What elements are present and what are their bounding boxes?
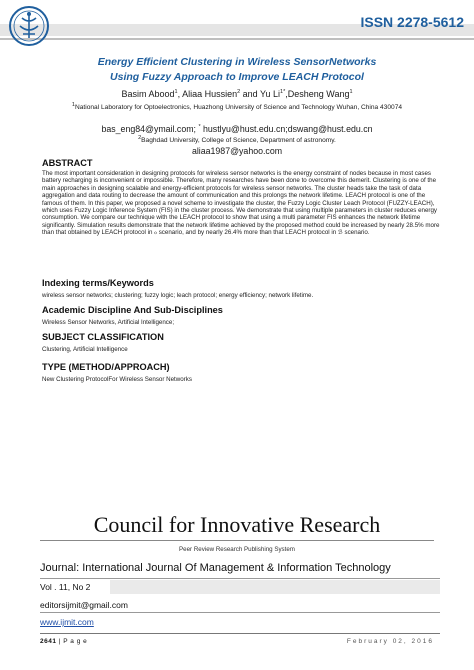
header-line xyxy=(0,38,474,40)
keywords-heading: Indexing terms/Keywords xyxy=(42,278,154,288)
divider xyxy=(40,540,434,541)
email-link[interactable]: bas_eng84@ymail.com; xyxy=(101,124,199,134)
editor-email[interactable]: editorsijmit@gmail.com xyxy=(40,600,128,610)
author-4: ,Desheng Wang xyxy=(285,89,350,99)
paper-title xyxy=(40,55,434,85)
abstract-text: The most important consideration in designing protocols for wireless sensor networks is the energy constraint of nodes because in most cases battery recharging is inconvenient or impossible. Therefore, many researches have been done to overcome this demerit. Clustering is one of the main approaches in designing scalable and energy-efficient protocols for wireless sensor networks. The cluster heads take the task of data aggregation and data routing to decrease the amount of communication and this prolongs the network lifetime. LEACH protocol is one of the famous of them. In this paper, we proposed a novel scheme to investigate the cluster, the Fuzzy Logic Cluster Leach Protocol (FUZZY-LEACH), which uses Fuzzy Logic Inference System (FIS) in the cluster process. We demonstrate that using multiple parameters in cluster reduces energy consumption. We compare our technique with the LEACH protocol to show that using a multi parameter FIS enhances the network lifetime significantly. Simulation results demonstrate that the network lifetime achieved by the proposed method could be increased by nearly 28.5% more than that obtained by LEACH protocol in ℴ scenario, and by nearly 26.4% more than that LEACH protocol in ℬ scenario. xyxy=(42,170,440,237)
emails-1: bas_eng84@ymail.com; * hustlyu@hust.edu.cn;dswang@hust.edu.cn xyxy=(101,124,373,134)
discipline-text: Wireless Sensor Networks, Artificial Intelligence; xyxy=(42,319,175,326)
volume-label: Vol . 11, No 2 xyxy=(40,582,91,592)
journal-line xyxy=(40,562,391,574)
type-text: New Clustering ProtocolFor Wireless Sensor Networks xyxy=(42,376,192,383)
subject-text: Clustering, Artificial Intelligence xyxy=(42,346,128,353)
website-link[interactable]: www.ijmit.com xyxy=(40,617,94,627)
journal-label: Journal: xyxy=(40,562,80,574)
abstract-heading: ABSTRACT xyxy=(42,158,93,168)
affiliation-2: $^2$Baghdad University, College of Science, Department of astronomy. xyxy=(138,134,336,144)
email-link[interactable]: aliaa1987@yahoo.com xyxy=(191,146,283,156)
council-title: Council for Innovative Research xyxy=(93,512,381,537)
author-3: and Yu Li xyxy=(240,89,281,99)
email-link[interactable]: hustlyu@hust.edu.cn;dswang@hust.edu.cn xyxy=(200,124,373,134)
title-line-1: Energy Efficient Clustering in Wireless SensorNetworks xyxy=(97,56,377,68)
council-logo-icon xyxy=(6,4,52,48)
issn-label: ISSN 2278-5612 xyxy=(360,14,464,30)
title-line-2: Using Fuzzy Approach to Improve LEACH Protocol xyxy=(110,71,364,83)
author-1: Basim Abood xyxy=(121,89,175,99)
publication-date: February 02, 2016 xyxy=(346,638,434,645)
divider xyxy=(40,612,440,613)
keywords-text: wireless sensor networks; clustering; fuzzy logic; leach protocol; energy efficiency; network lifetime. xyxy=(42,292,314,299)
author-2: , Aliaa Hussien xyxy=(177,89,238,99)
type-heading: TYPE (METHOD/APPROACH) xyxy=(42,362,170,372)
discipline-heading: Academic Discipline And Sub-Disciplines xyxy=(42,305,223,315)
subject-heading: SUBJECT CLASSIFICATION xyxy=(42,332,164,342)
volume-shade xyxy=(110,580,440,594)
journal-name: International Journal Of Management & Information Technology xyxy=(79,562,391,574)
footer-divider xyxy=(40,633,440,634)
divider xyxy=(40,578,440,579)
author-list: Basim Abood$^1$, Aliaa Hussien$^2$ and Yu $Li^{1*},Desheng$ Wang$^1$ xyxy=(121,89,353,99)
page-number: 2641 | P a g e xyxy=(40,638,88,645)
peer-review-label: Peer Review Research Publishing System xyxy=(179,546,295,553)
affiliation-1: $^1$National Laboratory for Optoelectronics, Huazhong University of Science and Technology Wuhan, China 430074 xyxy=(71,101,403,111)
